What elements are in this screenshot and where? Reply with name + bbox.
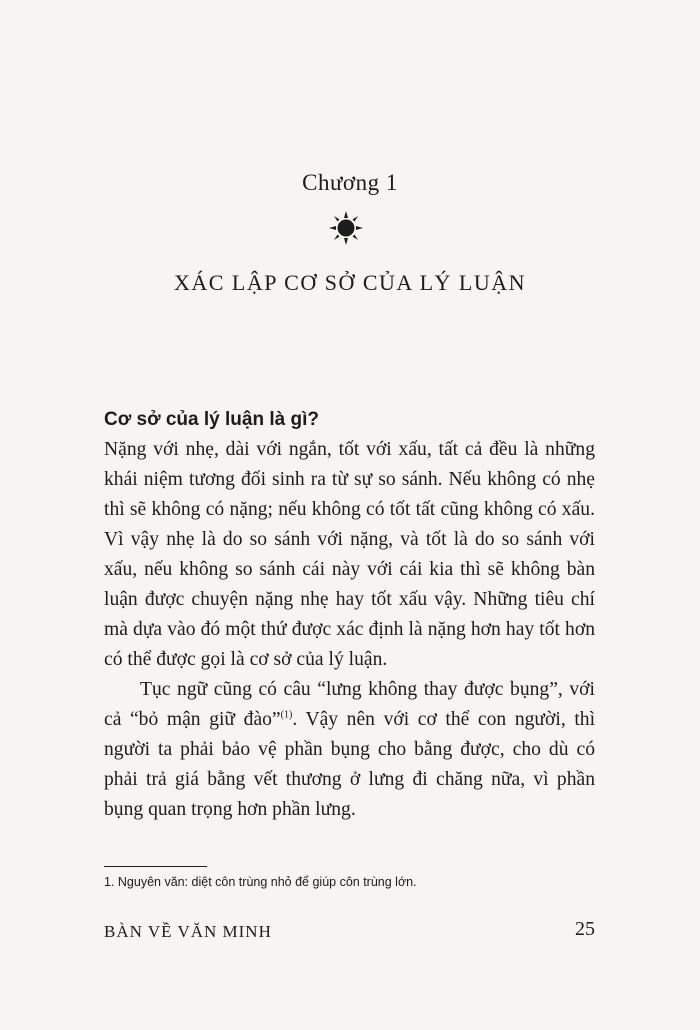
footnote-reference: (1): [280, 709, 293, 721]
page-number: 25: [575, 918, 595, 940]
footnote: 1. Nguyên văn: diệt côn trùng nhỏ để giúp côn trùng lớn.: [104, 875, 417, 889]
section-heading: Cơ sở của lý luận là gì?: [104, 409, 319, 430]
paragraph-2: [104, 675, 595, 825]
sun-ornament-icon: [328, 210, 364, 246]
footnote-divider: [104, 866, 207, 867]
paragraph-2-text-start: Tục ngữ cũng có câu “lưng không thay được bụng”, với cả “bỏ mận giữ đào”: [104, 679, 595, 730]
paragraph-1: Nặng với nhẹ, dài với ngắn, tốt với xấu, tất cả đều là những khái niệm tương đối sinh ra từ sự so sánh. Nếu không có nhẹ thì sẽ không có nặng; nếu không có tốt tất cũng không có xấu. Vì vậy nhẹ là do so sánh với nặng, và tốt là do so sánh với xấu, nếu không so sánh cái này với cái kia thì sẽ không bàn luận được chuyện nặng nhẹ hay tốt xấu vậy. Những tiêu chí mà dựa vào đó một thứ được xác định là nặng hơn hay tốt hơn có thể được gọi là cơ sở của lý luận.: [104, 439, 595, 670]
running-footer-title: BÀN VỀ VĂN MINH: [104, 922, 272, 941]
body-text: [104, 405, 595, 825]
chapter-title: XÁC LẬP CƠ SỞ CỦA LÝ LUẬN: [173, 270, 527, 295]
chapter-label: Chương 1: [302, 170, 398, 195]
paragraph-2-text-end: . Vậy nên với cơ thể con người, thì người ta phải bảo vệ phần bụng cho bằng được, cho dù có phải trả giá bằng vết thương ở lưng đi chăng nữa, vì phần bụng quan trọng hơn phần lưng.: [104, 709, 596, 820]
